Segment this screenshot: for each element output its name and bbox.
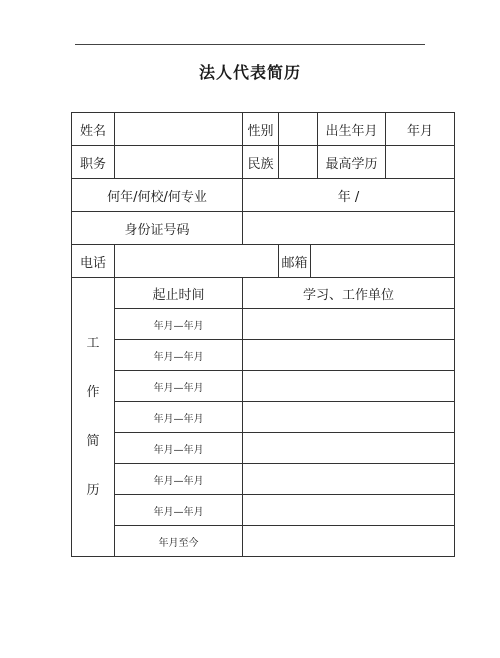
label-ethnicity: 民族 [243,146,279,179]
field-education[interactable] [386,146,455,179]
row-contact [72,245,455,278]
work-row [72,495,455,526]
label-id-number: 身份证号码 [72,212,243,245]
work-row [72,402,455,433]
page-title: 法人代表简历 [198,63,301,82]
label-graduated: 何年/何校/何专业 [72,179,243,212]
row-basic-2 [72,146,455,179]
section-char: 工 [86,336,100,351]
work-org-field[interactable] [243,464,455,495]
work-period: 年月—年月 [115,495,243,526]
section-char: 简 [86,434,100,449]
section-char: 历 [86,483,100,498]
work-period: 年月—年月 [115,402,243,433]
work-row [72,526,455,557]
field-birth[interactable]: 年月 [386,113,455,146]
work-row [72,309,455,340]
work-period: 年月—年月 [115,433,243,464]
work-org-field[interactable] [243,402,455,433]
work-period: 年月—年月 [115,371,243,402]
label-phone: 电话 [72,245,115,278]
label-gender: 性别 [243,113,279,146]
field-position[interactable] [115,146,243,179]
field-phone[interactable] [115,245,279,278]
field-graduated[interactable]: 年 / [243,179,455,212]
work-row [72,340,455,371]
col-header-org: 学习、工作单位 [243,278,455,309]
work-row [72,433,455,464]
col-header-period: 起止时间 [115,278,243,309]
work-row [72,371,455,402]
resume-table [71,112,455,557]
label-birth: 出生年月 [318,113,386,146]
label-position: 职务 [72,146,115,179]
work-header-row [72,278,455,309]
work-org-field[interactable] [243,309,455,340]
work-period: 年月—年月 [115,340,243,371]
work-org-field[interactable] [243,526,455,557]
top-rule [75,44,425,45]
section-char: 作 [86,385,100,400]
row-basic-1 [72,113,455,146]
work-period: 年月至今 [115,526,243,557]
field-ethnicity[interactable] [279,146,318,179]
work-row [72,464,455,495]
work-org-field[interactable] [243,340,455,371]
row-graduated [72,179,455,212]
work-history-section-label [72,278,115,557]
work-period: 年月—年月 [115,309,243,340]
work-period: 年月—年月 [115,464,243,495]
label-education: 最高学历 [318,146,386,179]
label-postcode: 邮箱 [279,245,311,278]
field-id-number[interactable] [243,212,455,245]
field-gender[interactable] [279,113,318,146]
work-org-field[interactable] [243,495,455,526]
label-name: 姓名 [72,113,115,146]
work-org-field[interactable] [243,371,455,402]
row-id [72,212,455,245]
field-name[interactable] [115,113,243,146]
work-org-field[interactable] [243,433,455,464]
field-postcode[interactable] [311,245,455,278]
